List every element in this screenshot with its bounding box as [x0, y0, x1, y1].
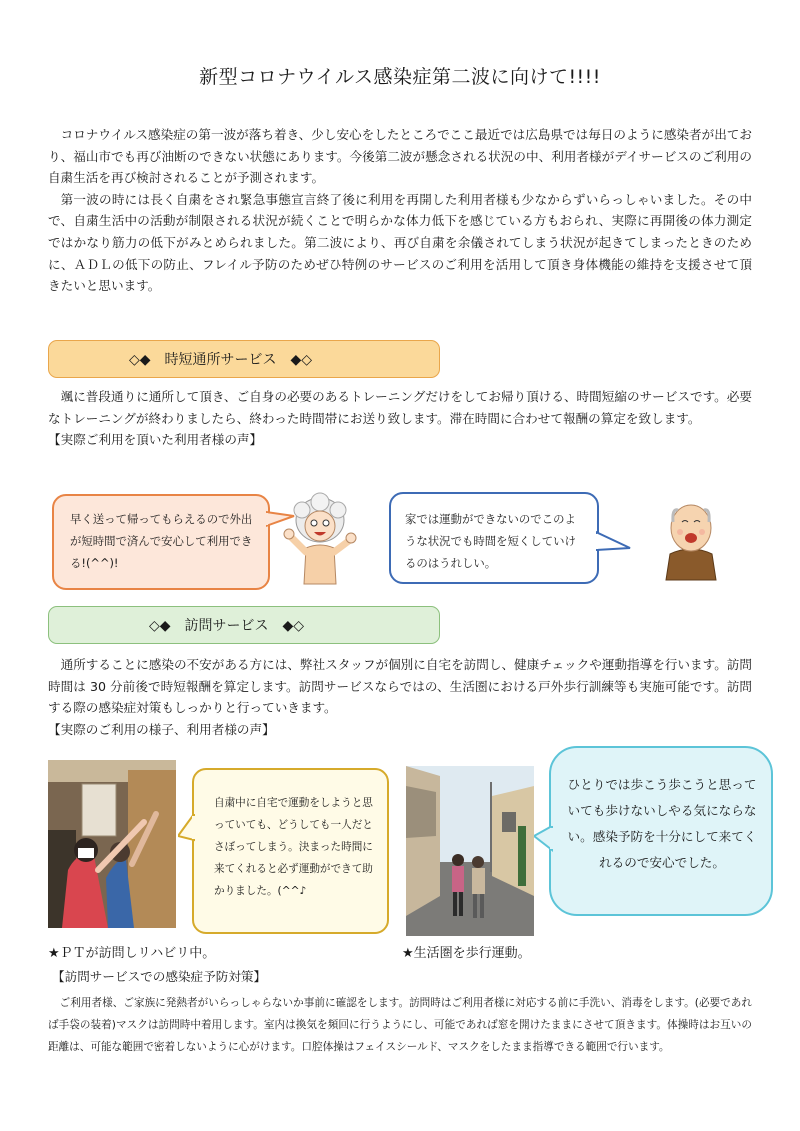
- intro-paragraph-1: コロナウイルス感染症の第一波が落ち着き、少し安心をしたところでここ最近では広島県では毎日のように感染者が出ており、福山市でも再び油断のできない状態にあります。今後第二波が懸念される状況の中、利用者様がデイサービスのご利用の自粛生活を再び検討されることが予測されます。: [48, 127, 752, 186]
- section1-text: [48, 386, 752, 448]
- grandpa-illustration: [656, 496, 726, 582]
- speech-bubble-voice-2: 家では運動ができないのでこのような状況でも時間を短くしていけるのはうれしい。: [389, 492, 599, 584]
- section-header-short-stay: ◇◆ 時短通所サービス ◆◇: [48, 340, 440, 378]
- intro-text: [48, 124, 752, 297]
- intro-paragraph-2: 第一波の時には長く自粛をされ緊急事態宣言終了後に利用を再開した利用者様も少なからずいらっしゃいました。その中で、自粛生活中の活動が制限される状況が続くことで明らかな体力低下を感じている方もおられ、実際に再開後の体力測定ではかなり筋力の低下がみとめられました。第二波により、再び自粛を余儀されてしまう状況が起きてしまったときのために、ＡＤＬの低下の防止、フレイル予防のためぜひ特例のサービスのご利用を活用して頂き身体機能の維持を支援させて頂きたいと思います。: [48, 191, 753, 294]
- bubble-tail: [534, 826, 554, 856]
- photo-caption-walking: ★生活圏を歩行運動。: [402, 946, 531, 961]
- page-title: 新型コロナウイルス感染症第二波に向けて!!!!: [199, 66, 601, 88]
- section2-voices-heading: 【実際のご利用の様子、利用者様の声】: [48, 721, 275, 737]
- speech-bubble-voice-3: 自粛中に自宅で運動をしようと思っていても、どうしても一人だとさぼってしまう。決まった時間に来てくれると必ず運動ができて助かりました。(^^♪: [192, 768, 389, 934]
- section1-body: 颯に普段通りに通所して頂き、ご自身の必要のあるトレーニングだけをしてお帰り頂ける、時間短縮のサービスです。必要なトレーニングが終わりましたら、終わった時間帯にお送り致します。滞在時間に合わせて報酬の算定を致します。: [48, 389, 752, 426]
- measures-heading: 【訪問サービスでの感染症予防対策】: [52, 969, 267, 984]
- bubble-tail: [178, 814, 196, 844]
- section2-text: [48, 654, 752, 738]
- measures-text: ご利用者様、ご家族に発熱者がいらっしゃらないか事前に確認をします。訪問時はご利用者様に対応する前に手洗い、消毒をします。(必要であれば手袋の装着)マスクは訪問時中着用します。室内は換気を頻回に行うようにし、可能であれば窓を開けたままにさせて頂きます。体操時はお互いの距離は、可能な範囲で密着しないように心がけます。口腔体操はフェイスシールド、マスクをしたまま指導できる範囲で行います。: [48, 997, 752, 1053]
- bubble-tail: [596, 530, 632, 558]
- speech-bubble-voice-4: ひとりでは歩こう歩こうと思っていても歩けないしやる気にならない。感染予防を十分にして来てくれるので安心でした。: [549, 746, 773, 916]
- section2-body: 通所することに感染の不安がある方には、弊社スタッフが個別に自宅を訪問し、健康チェックや運動指導を行います。訪問時間は 30 分前後で時短報酬を算定します。訪問サービスならではの、生活圏における戸外歩行訓練等も実施可能です。訪問する際の感染症対策もしっかりと行っていきます。: [48, 657, 752, 716]
- speech-bubble-voice-1: 早く送って帰ってもらえるので外出が短時間で済んで安心して利用できる!(^^)!: [52, 494, 270, 590]
- photo-home-rehab: [48, 760, 176, 928]
- section-header-home-visit: ◇◆ 訪問サービス ◆◇: [48, 606, 440, 644]
- photo-caption-rehab: ★ＰＴが訪問しリハビリ中。: [48, 946, 216, 961]
- photo-outdoor-walking: [406, 766, 534, 936]
- grandma-illustration: [280, 492, 360, 592]
- section1-voices-heading: 【実際ご利用を頂いた利用者様の声】: [48, 432, 263, 448]
